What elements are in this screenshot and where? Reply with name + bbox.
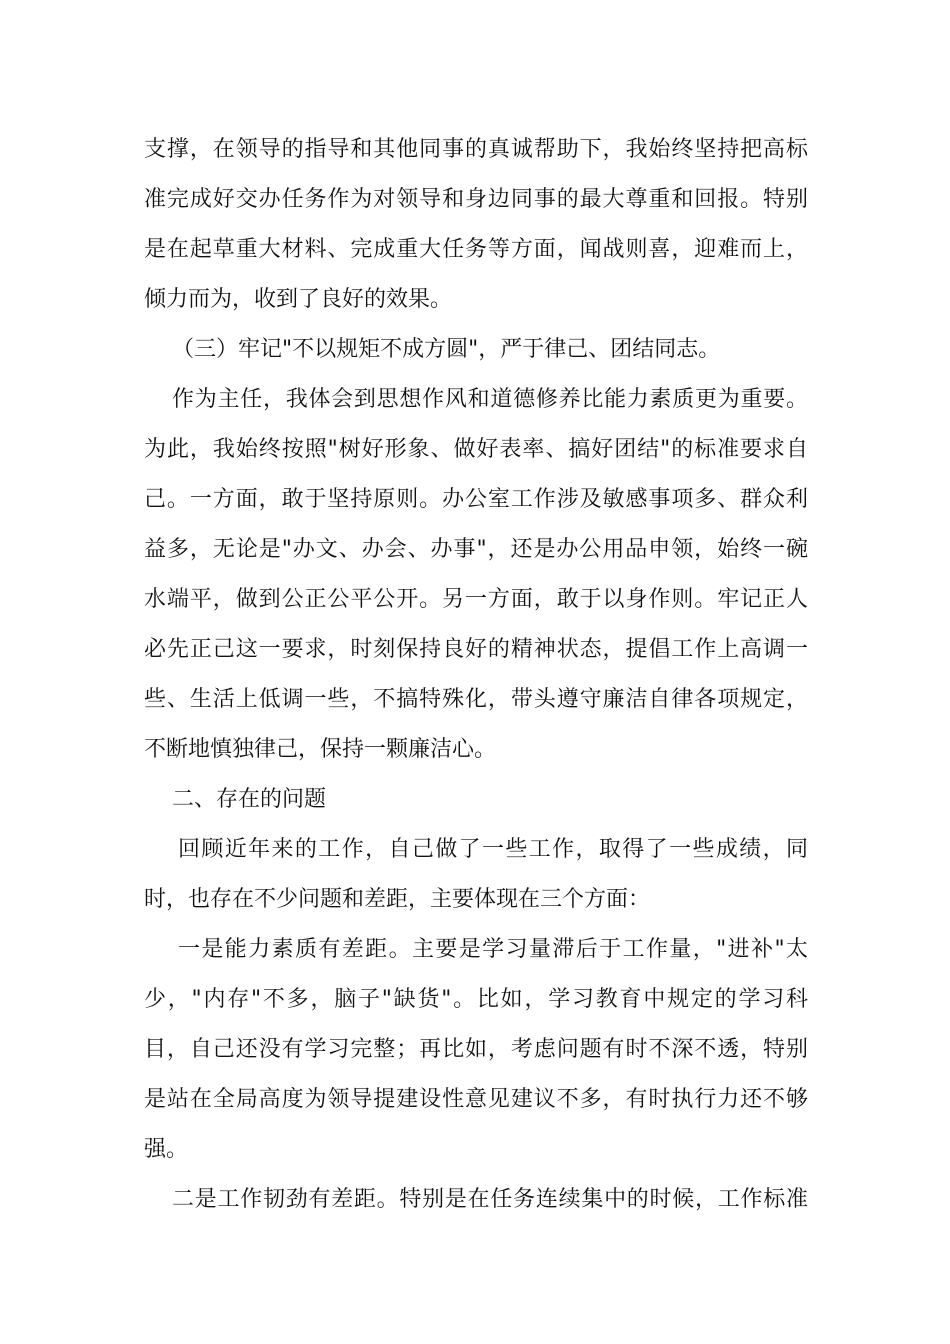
- text-line: 目，自己还没有学习完整；再比如，考虑问题有时不深不透，特别: [144, 1037, 808, 1062]
- section-heading: 二、存在的问题: [172, 787, 327, 812]
- text-line: 些、生活上低调一些，不搞特殊化，带头遵守廉洁自律各项规定，: [144, 687, 808, 712]
- text-line: 为此，我始终按照"树好形象、做好表率、搞好团结"的标准要求自: [144, 437, 808, 462]
- text-line: 一是能力素质有差距。主要是学习量滞后于工作量，"进补"太: [178, 937, 808, 962]
- text-line: 作为主任，我体会到思想作风和道德修养比能力素质更为重要。: [172, 387, 808, 412]
- section-heading: （三）牢记"不以规矩不成方圆"，严于律己、团结同志。: [172, 337, 721, 362]
- text-line: 准完成好交办任务作为对领导和身边同事的最大尊重和回报。特别: [144, 187, 808, 212]
- text-line: 少，"内存"不多，脑子"缺货"。比如，学习教育中规定的学习科: [144, 987, 808, 1012]
- text-line: 支撑，在领导的指导和其他同事的真诚帮助下，我始终坚持把高标: [144, 137, 808, 162]
- text-line: 强。: [144, 1137, 189, 1162]
- text-line: 必先正己这一要求，时刻保持良好的精神状态，提倡工作上高调一: [144, 637, 808, 662]
- text-line: 回顾近年来的工作，自己做了一些工作，取得了一些成绩，同: [178, 837, 808, 862]
- text-line: 不断地慎独律己，保持一颗廉洁心。: [144, 737, 497, 762]
- text-line: 二是工作韧劲有差距。特别是在任务连续集中的时候，工作标准: [172, 1187, 808, 1212]
- text-line: 水端平，做到公正公平公开。另一方面，敢于以身作则。牢记正人: [144, 587, 808, 612]
- text-line: 是在起草重大材料、完成重大任务等方面，闻战则喜，迎难而上，: [144, 237, 808, 262]
- text-line: 倾力而为，收到了良好的效果。: [144, 287, 453, 312]
- text-line: 时，也存在不少问题和差距，主要体现在三个方面：: [144, 887, 651, 912]
- text-line: 益多，无论是"办文、办会、办事"，还是办公用品申领，始终一碗: [144, 537, 808, 562]
- text-line: 是站在全局高度为领导提建设性意见建议不多，有时执行力还不够: [144, 1087, 808, 1112]
- text-line: 己。一方面，敢于坚持原则。办公室工作涉及敏感事项多、群众利: [144, 487, 808, 512]
